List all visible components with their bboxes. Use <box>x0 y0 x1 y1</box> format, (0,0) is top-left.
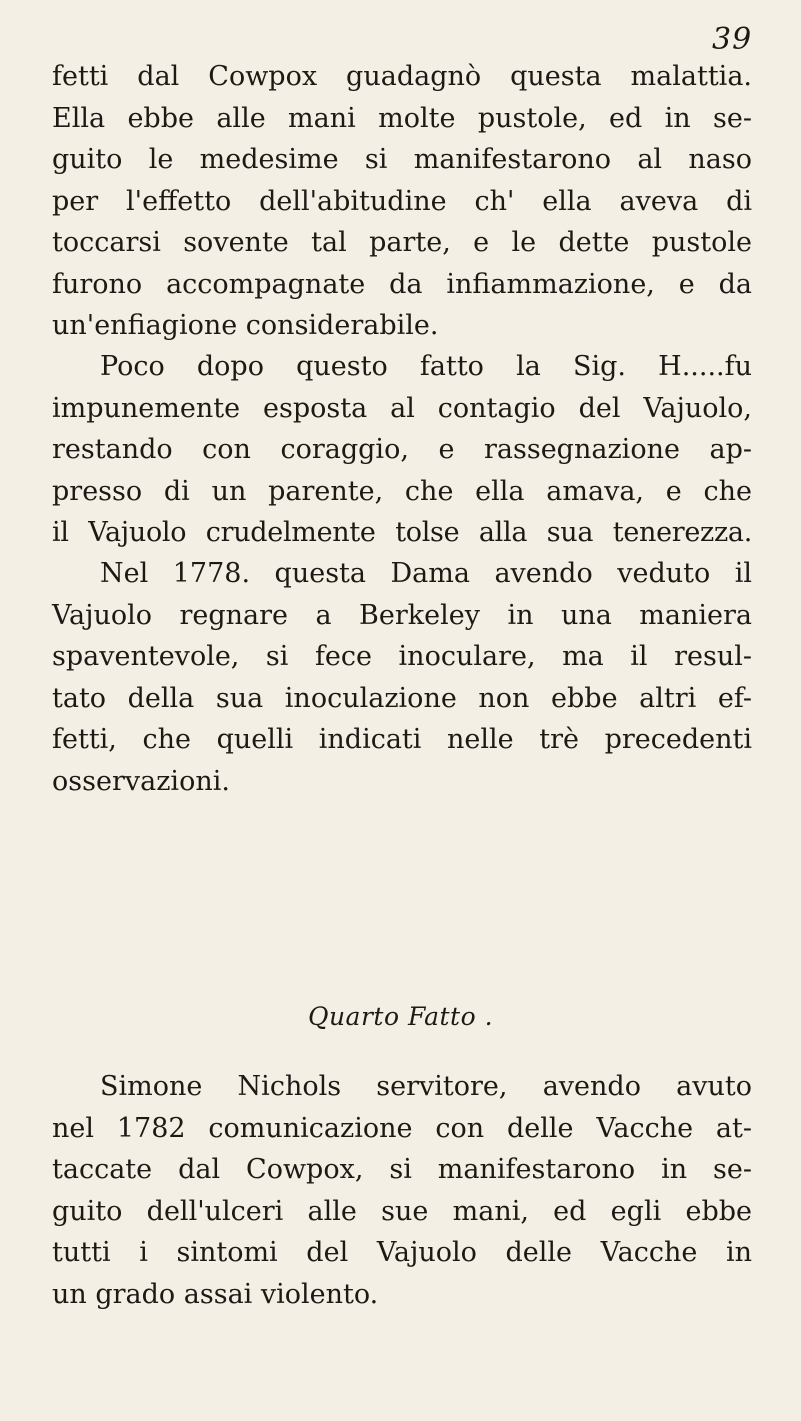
paragraph-2 <box>52 346 752 554</box>
text-line: Ella ebbe alle mani molte pustole, ed in se- <box>52 102 752 134</box>
text-line: Vajuolo regnare a Berkeley in una maniera <box>52 599 752 631</box>
text-line: guito dell'ulceri alle sue mani, ed egli ebbe <box>52 1195 752 1227</box>
text-line: tutti i sintomi del Vajuolo delle Vacche in <box>52 1237 752 1268</box>
text-line: fetti, che quelli indicati nelle trè precedenti <box>52 724 752 755</box>
text-line: il Vajuolo crudelmente tolse alla sua tenerezza. <box>52 517 752 548</box>
text-line: tato della sua inoculazione non ebbe altri ef- <box>52 682 752 714</box>
text-line: osservazioni. <box>52 765 230 797</box>
paragraph-3 <box>52 553 752 802</box>
text-line: per l'effetto dell'abitudine ch' ella aveva di <box>52 185 752 217</box>
text-line: spaventevole, si fece inoculare, ma il resul- <box>52 641 752 672</box>
section-heading: Quarto Fatto . <box>307 1002 494 1031</box>
paragraph-1 <box>52 56 752 347</box>
text-line: Simone Nichols servitore, avendo avuto <box>100 1071 752 1102</box>
page-number: 39 <box>712 22 753 57</box>
text-line: restando con coraggio, e rassegnazione ap- <box>52 434 752 465</box>
text-line: guito le medesime si manifestarono al naso <box>52 144 752 175</box>
text-line: impunemente esposta al contagio del Vajuolo, <box>52 392 752 424</box>
text-line: toccarsi sovente tal parte, e le dette pustole <box>52 227 752 258</box>
text-line: nel 1782 comunicazione con delle Vacche at- <box>52 1112 752 1144</box>
text-line: un'enfiagione considerabile. <box>52 310 439 341</box>
text-line: fetti dal Cowpox guadagnò questa malattia. <box>52 61 752 92</box>
text-line: Nel 1778. questa Dama avendo veduto il <box>100 558 752 589</box>
paragraph-4 <box>52 1066 752 1315</box>
text-line: un grado assai violento. <box>52 1278 379 1310</box>
text-line: furono accompagnate da infiammazione, e da <box>52 268 752 300</box>
text-line: presso di un parente, che ella amava, e che <box>52 475 752 507</box>
text-line: Poco dopo questo fatto la Sig. H.....fu <box>100 351 752 382</box>
text-line: taccate dal Cowpox, si manifestarono in se- <box>52 1154 752 1185</box>
